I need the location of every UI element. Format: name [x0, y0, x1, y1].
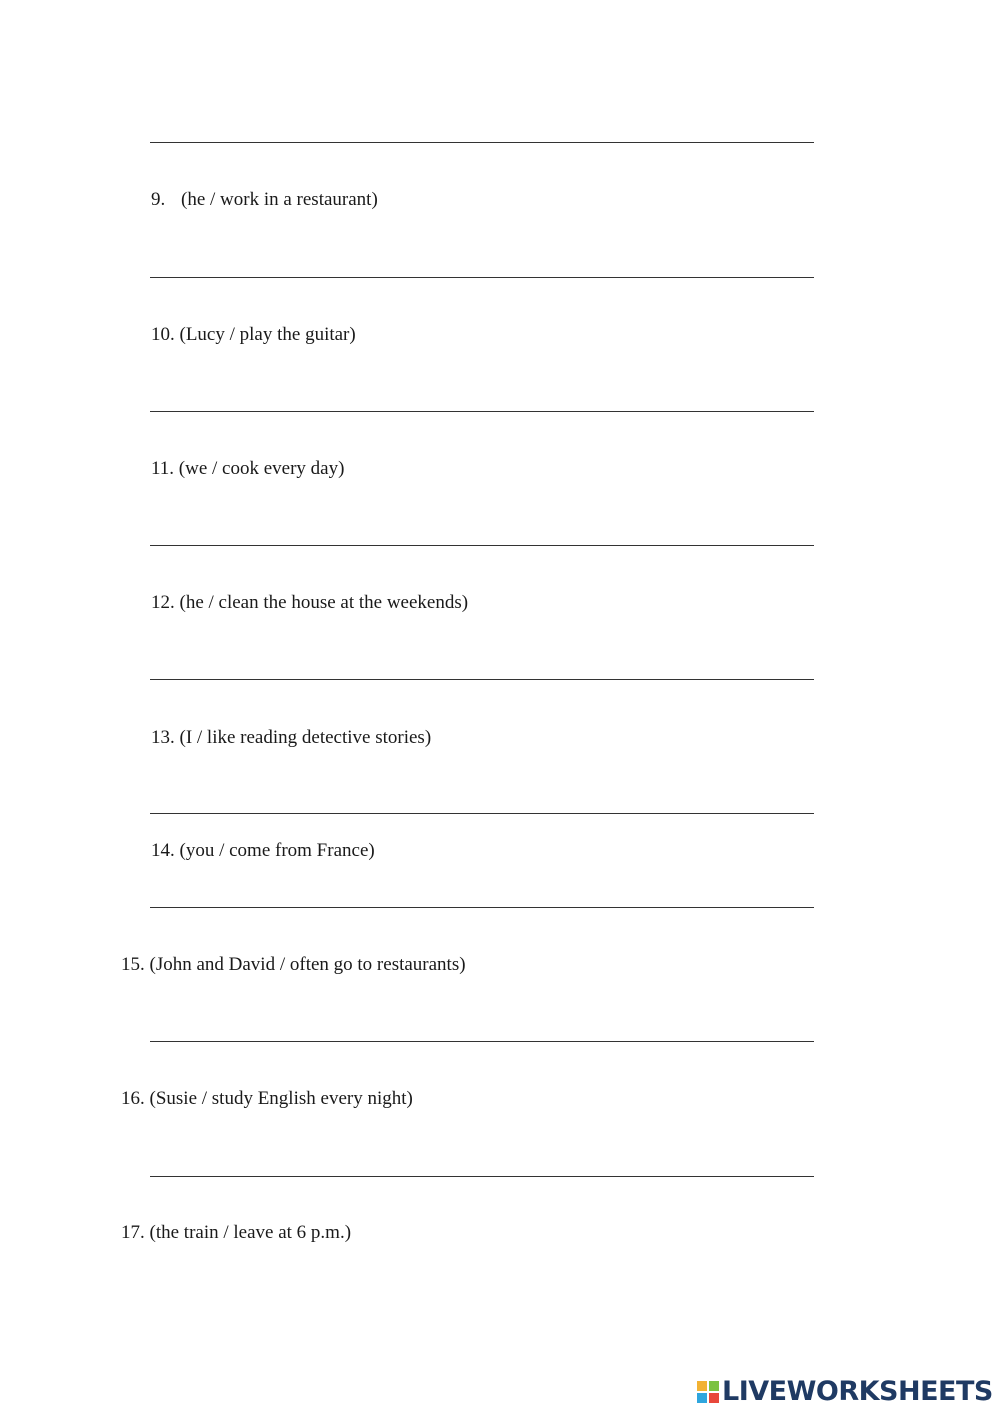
question-text: (I / like reading detective stories)	[179, 727, 432, 748]
answer-line-12[interactable]	[150, 679, 814, 680]
question-number: 14.	[151, 840, 175, 861]
answer-line-15[interactable]	[150, 1041, 814, 1042]
liveworksheets-logo	[697, 1377, 993, 1407]
logo-square-red	[709, 1393, 719, 1403]
question-number: 11.	[151, 458, 175, 479]
question-9	[151, 189, 378, 211]
question-text: (John and David / often go to restaurants)	[149, 954, 466, 975]
question-number: 15.	[121, 954, 145, 975]
logo-square-blue	[697, 1393, 707, 1403]
answer-line-8[interactable]	[150, 142, 814, 143]
question-11	[151, 458, 344, 480]
question-17	[121, 1222, 351, 1244]
question-13	[151, 727, 431, 749]
logo-mark-icon	[697, 1381, 719, 1403]
answer-line-11[interactable]	[150, 545, 814, 546]
answer-line-14[interactable]	[150, 907, 814, 908]
answer-line-13[interactable]	[150, 813, 814, 814]
answer-line-10[interactable]	[150, 411, 814, 412]
question-text: (he / clean the house at the weekends)	[179, 592, 469, 613]
question-text: (you / come from France)	[179, 840, 375, 861]
question-text: (Lucy / play the guitar)	[179, 324, 356, 345]
question-number: 9.	[151, 189, 166, 210]
question-14	[151, 840, 375, 862]
question-number: 17.	[121, 1222, 145, 1243]
question-15	[121, 954, 466, 976]
question-number: 12.	[151, 592, 175, 613]
logo-square-yellow	[697, 1381, 707, 1391]
answer-line-9[interactable]	[150, 277, 814, 278]
question-text: (the train / leave at 6 p.m.)	[149, 1222, 352, 1243]
question-text: (Susie / study English every night)	[149, 1088, 413, 1109]
question-number: 13.	[151, 727, 175, 748]
question-number: 16.	[121, 1088, 145, 1109]
question-12	[151, 592, 468, 614]
logo-text: LIVEWORKSHEETS	[722, 1376, 993, 1407]
question-text: (we / cook every day)	[178, 458, 345, 479]
logo-square-green	[709, 1381, 719, 1391]
question-10	[151, 324, 356, 346]
question-16	[121, 1088, 413, 1110]
answer-line-16[interactable]	[150, 1176, 814, 1177]
question-text: (he / work in a restaurant)	[181, 189, 378, 210]
question-number: 10.	[151, 324, 175, 345]
